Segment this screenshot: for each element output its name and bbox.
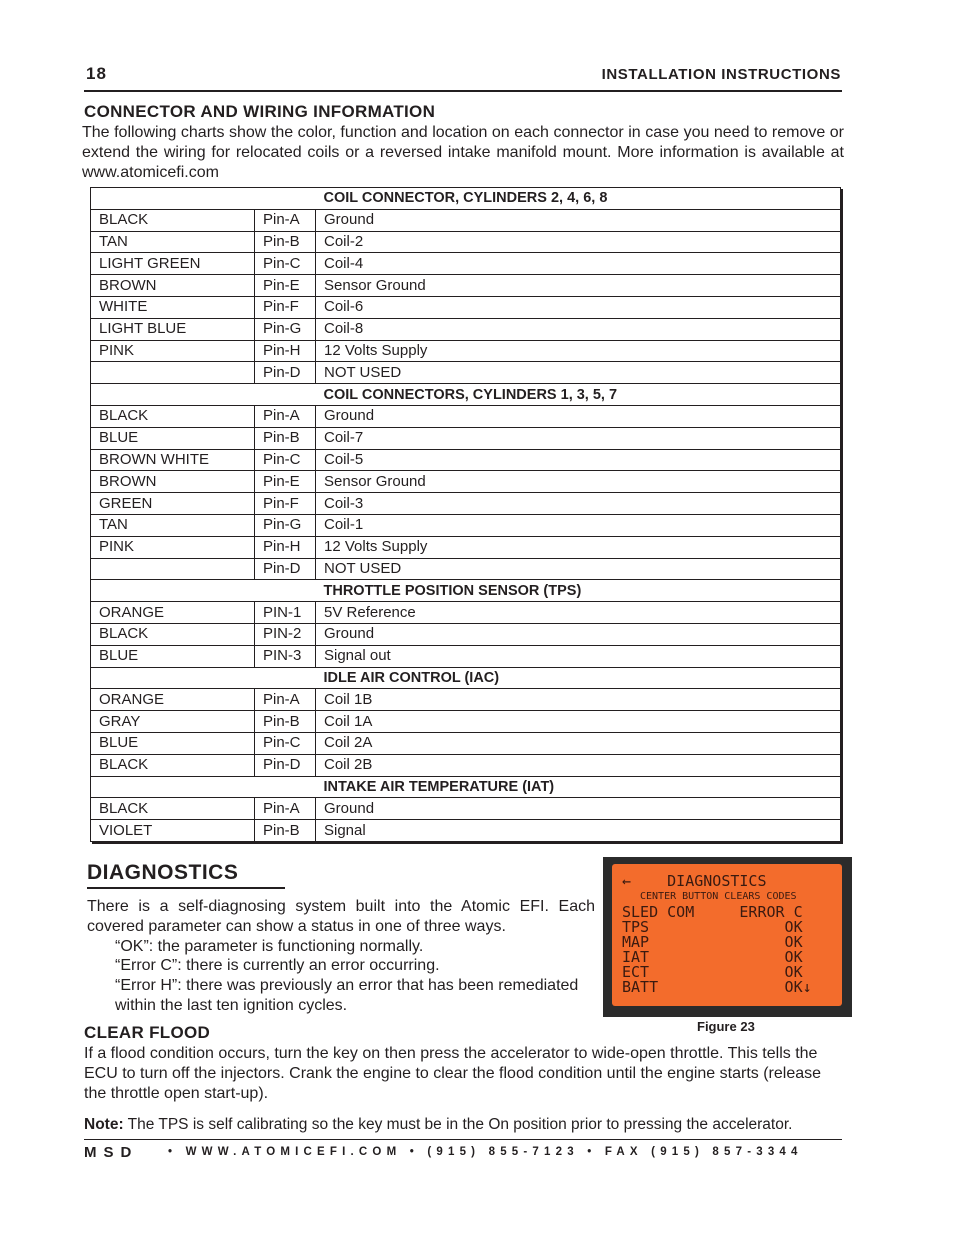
wire-color-cell: GRAY (91, 711, 255, 733)
note-label: Note: (84, 1116, 124, 1133)
wire-color-cell: TAN (91, 514, 255, 536)
function-cell: Coil 2A (316, 732, 841, 754)
table-row (91, 536, 841, 558)
status-ok-text: “OK”: the parameter is functioning normally. (115, 938, 424, 955)
pin-cell: Pin-B (255, 711, 316, 733)
table-row (91, 471, 841, 493)
function-cell: Coil 1A (316, 711, 841, 733)
function-cell: Sensor Ground (316, 275, 841, 297)
function-cell: Coil-8 (316, 318, 841, 340)
pin-cell: Pin-A (255, 689, 316, 711)
screen-line-map: MAP OK (622, 933, 803, 951)
table-row (91, 362, 841, 384)
table-row (91, 645, 841, 667)
pin-cell: Pin-A (255, 798, 316, 820)
pin-cell: Pin-D (255, 754, 316, 776)
page-number: 18 (86, 64, 107, 83)
wire-color-cell: TAN (91, 231, 255, 253)
table-row (91, 820, 841, 842)
function-cell: Ground (316, 405, 841, 427)
pin-cell: Pin-F (255, 493, 316, 515)
diagnostics-title: DIAGNOSTICS (87, 861, 239, 884)
wire-color-cell: BLACK (91, 798, 255, 820)
table-section-header (91, 384, 841, 406)
footer-divider (84, 1139, 842, 1140)
function-cell: Coil 1B (316, 689, 841, 711)
table-row (91, 253, 841, 275)
table-row (91, 711, 841, 733)
screen-line-subtitle: CENTER BUTTON CLEARS CODES (640, 891, 797, 902)
note-text: The TPS is self calibrating so the key must be in the On position prior to pressing the accelerator. (123, 1116, 793, 1133)
table-row (91, 449, 841, 471)
pin-cell: Pin-F (255, 296, 316, 318)
pin-cell: Pin-A (255, 209, 316, 231)
wire-color-cell (91, 558, 255, 580)
table-cell-empty (91, 384, 316, 406)
wire-color-cell: BLACK (91, 623, 255, 645)
screen-line-batt: BATT OK↓ (622, 978, 812, 996)
table-row (91, 296, 841, 318)
pin-cell: PIN-3 (255, 645, 316, 667)
function-cell: 5V Reference (316, 602, 841, 624)
function-cell: Ground (316, 798, 841, 820)
pin-cell: Pin-G (255, 514, 316, 536)
pin-cell: Pin-D (255, 362, 316, 384)
pin-cell: Pin-D (255, 558, 316, 580)
pin-cell: Pin-G (255, 318, 316, 340)
wiring-table (90, 187, 841, 842)
table-cell-empty (91, 580, 316, 602)
pin-cell: Pin-A (255, 405, 316, 427)
function-cell: Coil-3 (316, 493, 841, 515)
function-cell: 12 Volts Supply (316, 536, 841, 558)
wire-color-cell (91, 362, 255, 384)
table-cell-empty (91, 776, 316, 798)
pin-cell: Pin-B (255, 231, 316, 253)
table-cell-empty (91, 667, 316, 689)
table-row (91, 275, 841, 297)
table-section-title: INTAKE AIR TEMPERATURE (IAT) (316, 776, 841, 798)
wire-color-cell: BLUE (91, 645, 255, 667)
function-cell: NOT USED (316, 558, 841, 580)
pin-cell: Pin-C (255, 449, 316, 471)
pin-cell: Pin-E (255, 275, 316, 297)
function-cell: Ground (316, 623, 841, 645)
footer-brand: MSD (84, 1144, 139, 1161)
screen-line-iat: IAT OK (622, 948, 803, 966)
header-divider (84, 90, 842, 92)
function-cell: Ground (316, 209, 841, 231)
table-row (91, 798, 841, 820)
screen-line-tps: TPS OK (622, 918, 803, 936)
function-cell: Coil-7 (316, 427, 841, 449)
pin-cell: Pin-H (255, 340, 316, 362)
screen-line-ect: ECT OK (622, 963, 803, 981)
table-section-header (91, 188, 841, 210)
function-cell: Signal (316, 820, 841, 842)
table-section-title: IDLE AIR CONTROL (IAC) (316, 667, 841, 689)
pin-cell: Pin-B (255, 820, 316, 842)
table-row (91, 209, 841, 231)
wire-color-cell: BLACK (91, 209, 255, 231)
table-section-header (91, 580, 841, 602)
connector-section-intro: The following charts show the color, function and location on each connector in case you need to remove or extend the wiring for relocated coils or a reversed intake manifold mount. More information is available at www.atomicefi.com (82, 124, 844, 181)
table-section-title: COIL CONNECTORS, CYLINDERS 1, 3, 5, 7 (316, 384, 841, 406)
diagnostics-lcd-screen (612, 864, 842, 1006)
wire-color-cell: BROWN (91, 471, 255, 493)
table-section-header (91, 776, 841, 798)
function-cell: Coil-4 (316, 253, 841, 275)
table-row (91, 514, 841, 536)
wire-color-cell: GREEN (91, 493, 255, 515)
table-row (91, 405, 841, 427)
function-cell: 12 Volts Supply (316, 340, 841, 362)
wire-color-cell: PINK (91, 536, 255, 558)
wire-color-cell: WHITE (91, 296, 255, 318)
screen-line-sled-com: SLED COM ERROR C (622, 903, 803, 921)
wire-color-cell: BLUE (91, 427, 255, 449)
pin-cell: Pin-C (255, 253, 316, 275)
wire-color-cell: BROWN (91, 275, 255, 297)
function-cell: Signal out (316, 645, 841, 667)
table-row (91, 754, 841, 776)
wire-color-cell: PINK (91, 340, 255, 362)
page-header-title: INSTALLATION INSTRUCTIONS (601, 66, 841, 83)
note-paragraph (84, 1115, 841, 1135)
wire-color-cell: BLUE (91, 732, 255, 754)
table-section-header (91, 667, 841, 689)
wire-color-cell: BROWN WHITE (91, 449, 255, 471)
status-error-h-text: “Error H”: there was previously an error that has been remediated within the last ten ignition cycles. (115, 977, 579, 1014)
status-error-c-text: “Error C”: there is currently an error occurring. (115, 957, 440, 974)
table-row (91, 558, 841, 580)
pin-cell: PIN-2 (255, 623, 316, 645)
function-cell: NOT USED (316, 362, 841, 384)
footer-contact-info: • WWW.ATOMICEFI.COM • (915) 855-7123 • FAX (915) 857-3344 (168, 1146, 803, 1158)
pin-cell: Pin-E (255, 471, 316, 493)
function-cell: Coil-6 (316, 296, 841, 318)
table-row (91, 340, 841, 362)
table-row (91, 427, 841, 449)
table-cell-empty (91, 188, 316, 210)
clear-flood-text: If a flood condition occurs, turn the key on then press the accelerator to wide-open throttle. This tells the ECU to turn off the injectors. Crank the engine to clear the flood condition until the engine starts (release the throttle open start-up). (84, 1045, 822, 1102)
figure-caption: Figure 23 (697, 1019, 755, 1034)
pin-cell: Pin-C (255, 732, 316, 754)
connector-section-title: CONNECTOR AND WIRING INFORMATION (84, 102, 436, 121)
table-row (91, 318, 841, 340)
table-row (91, 231, 841, 253)
function-cell: Coil-1 (316, 514, 841, 536)
screen-line-title: ← DIAGNOSTICS (622, 872, 767, 890)
table-row (91, 493, 841, 515)
function-cell: Coil 2B (316, 754, 841, 776)
pin-cell: PIN-1 (255, 602, 316, 624)
wire-color-cell: ORANGE (91, 602, 255, 624)
wire-color-cell: LIGHT GREEN (91, 253, 255, 275)
table-section-title: COIL CONNECTOR, CYLINDERS 2, 4, 6, 8 (316, 188, 841, 210)
table-section-title: THROTTLE POSITION SENSOR (TPS) (316, 580, 841, 602)
wire-color-cell: BLACK (91, 405, 255, 427)
function-cell: Coil-5 (316, 449, 841, 471)
function-cell: Sensor Ground (316, 471, 841, 493)
function-cell: Coil-2 (316, 231, 841, 253)
table-row (91, 602, 841, 624)
wire-color-cell: BLACK (91, 754, 255, 776)
wire-color-cell: ORANGE (91, 689, 255, 711)
diagnostics-intro: There is a self-diagnosing system built into the Atomic EFI. Each covered parameter can show a status in one of three ways. (87, 898, 595, 935)
table-row (91, 732, 841, 754)
table-row (91, 623, 841, 645)
pin-cell: Pin-H (255, 536, 316, 558)
wire-color-cell: VIOLET (91, 820, 255, 842)
table-row (91, 689, 841, 711)
wire-color-cell: LIGHT BLUE (91, 318, 255, 340)
pin-cell: Pin-B (255, 427, 316, 449)
clear-flood-title: CLEAR FLOOD (84, 1023, 211, 1042)
diagnostics-underline (87, 887, 285, 889)
